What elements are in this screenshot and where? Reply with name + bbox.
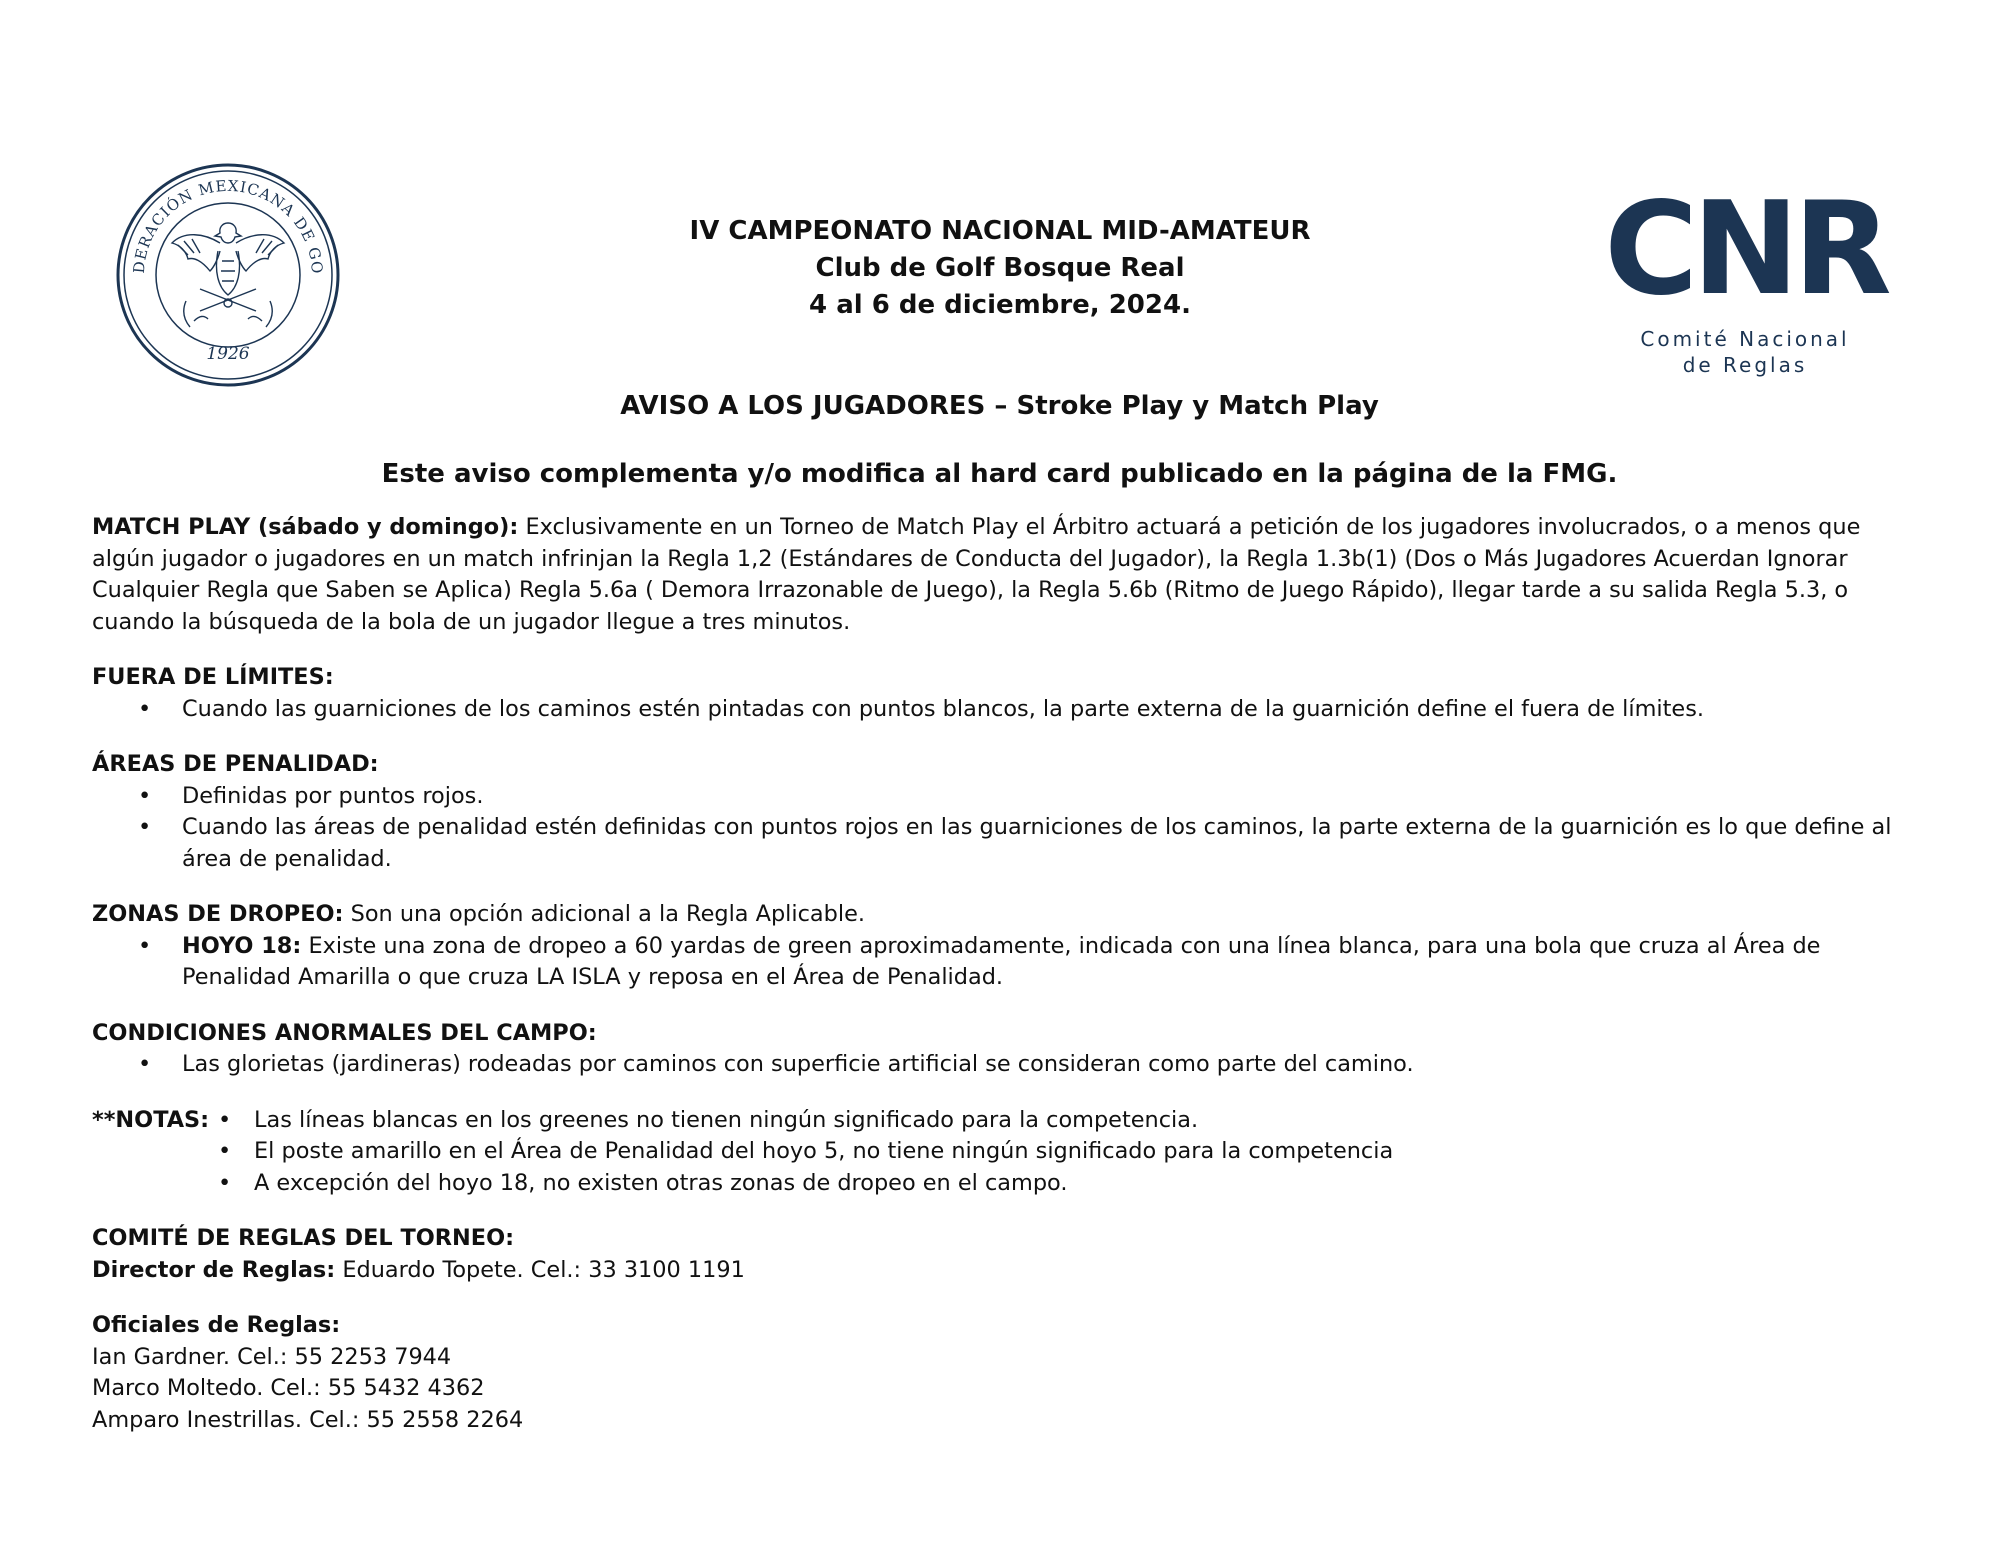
list-item: • A excepción del hoyo 18, no existen otras zonas de dropeo en el campo. [254,1168,1922,1200]
list-item: • Las glorietas (jardineras) rodeadas por caminos con superficie artificial se consideran como parte del camino. [182,1049,1922,1081]
comite-title: COMITÉ DE REGLAS DEL TORNEO: [92,1225,515,1251]
cnr-logo-subtitle: Comité Nacional de Reglas [1640,327,1850,377]
list-item: • Las líneas blancas en los greenes no tienen ningún significado para la competencia. [254,1105,1922,1137]
condiciones-list [92,1049,1922,1081]
match-play-label: MATCH PLAY (sábado y domingo): [92,514,519,540]
hoyo-18-label: HOYO 18: [182,932,302,959]
oficial-contact: Marco Moltedo. Cel.: 55 5432 4362 [92,1375,485,1401]
notas-list [92,1105,1922,1200]
zonas-dropeo-label: ZONAS DE DROPEO: [92,901,344,927]
match-play-text: Exclusivamente en un Torneo de Match Play el Árbitro actuará a petición de los jugadores involucrados, o a menos que algún jugador o jugadores en un match infrinjan la Regla 1,2 (Estándares de Conducta del Jugador), la Regla 1.3b(1) (Dos o Más Jugadores Acuerdan Ignorar Cualquier Regla que Saben se Aplica) Regla 5.6a ( Demora Irrazonable de Juego), la Regla 5.6b (Ritmo de Juego Rápido), llegar tarde a su salida Regla 5.3, o cuando la búsqueda de la bola de un jugador llegue a tres minutos. [92,514,1861,635]
fuera-limites-title: FUERA DE LÍMITES: [92,664,334,690]
match-play-paragraph [92,512,1922,638]
director-line: Director de Reglas: Eduardo Topete. Cel.: 33 3100 1191 [92,1256,745,1283]
tournament-header [440,213,1560,324]
list-item: • Cuando las guarniciones de los caminos estén pintadas con puntos blancos, la parte externa de la guarnición define el fuera de límites. [182,694,1922,726]
notice-complement: Este aviso complementa y/o modifica al hard card publicado en la página de la FMG. [381,459,1618,489]
condiciones-title: CONDICIONES ANORMALES DEL CAMPO: [92,1019,597,1046]
list-item: • Cuando las áreas de penalidad estén definidas con puntos rojos en las guarniciones de los caminos, la parte externa de la guarnición es lo que define al área de penalidad. [182,812,1922,875]
list-item: • El poste amarillo en el Área de Penalidad del hoyo 5, no tiene ningún significado para la competencia [254,1136,1922,1168]
tournament-venue: Club de Golf Bosque Real [815,253,1185,283]
oficiales-title: Oficiales de Reglas: [92,1312,341,1338]
tournament-dates: 4 al 6 de diciembre, 2024. [809,290,1191,320]
cnr-logo [1590,175,1900,386]
tournament-title: IV CAMPEONATO NACIONAL MID-AMATEUR [689,216,1311,246]
oficial-contact: Ian Gardner. Cel.: 55 2253 7944 [92,1343,452,1370]
zonas-dropeo-list [92,931,1922,994]
notas-label: **NOTAS: [92,1106,210,1133]
svg-text:FEDERACIÓN MEXICANA DE GOLF: DERACIÓN MEXICANA DE GO [129,176,327,276]
notice-body [92,512,1922,1436]
zonas-dropeo-paragraph: ZONAS DE DROPEO: Son una opción adicional a la Regla Aplicable. [92,901,865,927]
notas-section [92,1105,1922,1200]
notice-title: AVISO A LOS JUGADORES – Stroke Play y Match Play [620,391,1379,421]
areas-penalidad-title: ÁREAS DE PENALIDAD: [92,751,379,777]
fuera-limites-list [92,694,1922,726]
cnr-logo-text: CNR [1604,175,1886,324]
list-item: • HOYO 18: Existe una zona de dropeo a 60 yardas de green aproximadamente, indicada con una línea blanca, para una bola que cruza al Área de Penalidad Amarilla o que cruza LA ISLA y reposa en el Área de Penalidad. [182,931,1922,994]
oficial-contact: Amparo Inestrillas. Cel.: 55 2558 2264 [92,1406,524,1433]
list-item: • Definidas por puntos rojos. [182,781,1922,813]
fmg-logo [114,161,342,389]
eagle-seal-icon [114,161,342,389]
svg-text:1926: 1926 [206,344,250,364]
areas-penalidad-list [92,781,1922,876]
